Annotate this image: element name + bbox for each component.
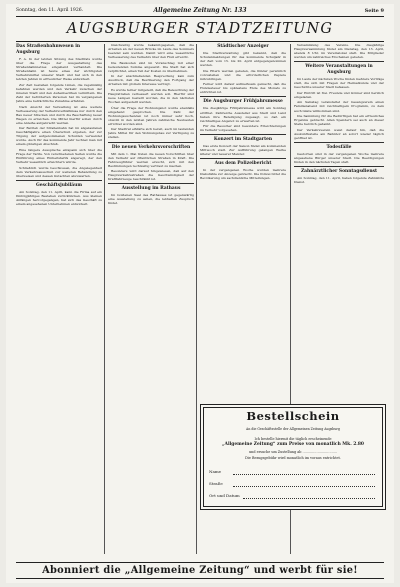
form-line: Ich bestelle hiermit die täglich erscheinende — [254, 437, 332, 441]
column-2 — [108, 43, 194, 555]
form-title: Bestellschein — [246, 409, 340, 423]
form-line: und ersuche um Zustellung ab ................................ — [248, 450, 337, 454]
article-headline: Die neuen Verkehrsvorschriften — [111, 144, 191, 150]
article-headline: Ausstellung im Rathaus — [121, 186, 181, 192]
name-field[interactable] — [233, 474, 375, 475]
column-1 — [16, 43, 102, 555]
article-paragraph: Am Samstag veranstaltet der Gesangverein einen Familienabend mit reichhaltigem Programm, zu dem auch Gäste willkommen sind. — [294, 100, 384, 113]
article-paragraph: Am Sonntag, den 11. April, haben folgende Zahnärzte Dienst. — [294, 175, 384, 185]
article-paragraph: Über die Frage der Wohnungsnot wurde ebenfalls eingehend gesprochen. Die Zahl der Wohnungssuchenden ist noch immer sehr hoch, obwohl in den letzten Jahren zahlreiche Neubauten errichtet worden sind. — [108, 105, 194, 126]
article-headline: Weitere Veranstaltungen in Augsburg — [305, 64, 373, 76]
place-field-label: Ort und Datum — [209, 493, 240, 498]
article-paragraph: Zur Zeit bestehen folgende Linien, die regelmäßig befahren werden und den Verkehr zwischen der inneren Stadt und den Außenbezirken vermitteln. Die Zahl der beförderten Personen hat im vergangenen Jahre eine beträchtliche Zunahme erfahren. — [16, 82, 102, 103]
article-headline: Konzert im Stadtgarten — [213, 137, 273, 143]
divider — [200, 158, 286, 159]
article-paragraph: Versammlung des Vereins. Die diesjährige Hauptversammlung findet am Dienstag, den 13. April, abends 8 Uhr, im Vereinslokal statt. Die Mitglieder werden um zahlreiches Erscheinen gebeten. — [294, 43, 384, 60]
place-field[interactable] — [243, 498, 375, 499]
article-paragraph: In der vergangenen Woche wurden mehrere Diebstähle zur Anzeige gebracht. Die Polizei bittet die Bevölkerung um sachdienliche Mitteilungen. — [200, 168, 286, 181]
article-paragraph: In der anschließenden Besprechung kam zum Ausdruck, daß die Bevölkerung den Fortgang der Arbeiten mit großem Interesse verfolgt. — [108, 74, 194, 87]
article-paragraph: Besonders wird darauf hingewiesen, daß auf den Hauptverkehrsstraßen die Geschwindigkeit der Kraftfahrzeuge beschränkt ist. — [108, 169, 194, 182]
name-field-label: Name — [209, 469, 222, 474]
running-head — [16, 6, 384, 17]
section-masthead: AUGSBURGER STADTZEITUNG — [16, 17, 384, 42]
article-paragraph: Die Eltern werden gebeten, die Kinder persönlich vorzustellen und die erforderlichen Papiere mitzubringen. — [200, 68, 286, 81]
article-paragraph: Gestorben sind in der vergangenen Woche mehrere angesehene Bürger unserer Stadt. Die Beerdigungen finden in den nächsten Tagen statt. — [294, 151, 384, 164]
article-paragraph: Mit dem 1. Mai treten die neuen Vorschriften über den Verkehr auf öffentlichen Straßen in Kraft. Die Fahrzeugführer werden ersucht, sich mit den Bestimmungen rechtzeitig vertraut zu machen. — [108, 151, 194, 168]
article-paragraph: Im Goldenen Saal des Rathauses ist gegenwärtig eine Ausstellung zu sehen, die lebhaften Zuspruch findet. — [108, 193, 194, 206]
article-paragraph: Ferner wird darauf aufmerksam gemacht, daß die Hundesteuer bis spätestens Ende des Monats zu entrichten ist. — [200, 82, 286, 95]
article-paragraph: Das erste Konzert der Saison findet am kommenden Mittwoch statt. Zur Aufführung gelangen Werke älterer und neuerer Meister. — [200, 144, 286, 157]
article-paragraph: Der Stadtrat erklärte sich bereit, auch im laufenden Jahre Mittel für den Wohnungsbau zur Verfügung zu stellen. — [108, 127, 194, 140]
divider — [16, 180, 102, 181]
article-paragraph: Die Sammlung für die Bedürftigen hat ein erfreuliches Ergebnis gebracht. Allen Spendern sei auch an dieser Stelle herzlich gedankt. — [294, 114, 384, 127]
article-paragraph: Am Sonntag, den 11. April, kann die Firma auf ein fünfzigjähriges Bestehen zurückblicken. Aus kleinen Anfängen hervorgegangen, hat sich das Geschäft zu einem angesehenen Unternehmen entwickelt. — [16, 189, 102, 206]
article-paragraph: Der Verkehrsverein weist darauf hin, daß die Auskunftsstelle am Bahnhof ab sofort wieder täglich geöffnet ist. — [294, 127, 384, 140]
newspaper-page — [6, 4, 394, 583]
column-rule — [104, 44, 105, 554]
page-number: Seite 9 — [364, 8, 384, 14]
divider — [108, 142, 194, 143]
article-paragraph: Die diesjährige Frühjahrsmesse wird am Sonntag eröffnet. Zahlreiche Aussteller aus Stadt und Land haben ihre Beteiligung zugesagt, so daß ein reichhaltiges Angebot zu erwarten ist. — [200, 106, 286, 123]
column-3 — [200, 43, 286, 401]
street-field[interactable] — [233, 486, 375, 487]
article-headline: Das Straßenbahnwesen in Augsburg — [16, 44, 81, 55]
divider — [294, 166, 384, 167]
article-headline: Geschäftsjubiläum — [36, 182, 82, 188]
column-rule — [196, 44, 197, 554]
article-paragraph: Es wurde ferner mitgeteilt, daß die Beleuchtung der Hauptstraßen verbessert werden soll. Hierfür sind neue Lampen bestellt worden, die in den nächsten Wochen aufgestellt werden. — [108, 87, 194, 105]
article-paragraph: Für die Besucher sind besondere Erleichterungen im Verkehr vorgesehen. — [200, 124, 286, 133]
divider — [108, 183, 194, 184]
article-headline: Städtischer Anzeiger — [217, 44, 269, 49]
form-line: „Allgemeine Zeitung“ zum Preise von monatlich Mk. 2.80 — [222, 442, 364, 447]
article-paragraph: F. A. In der letzten Sitzung des Stadtrats wurde über die Frage der Ausgestaltung des Straßenbahnnetzes eingehend verhandelt. Die Straßenbahn ist heute eines der wichtigsten Verkehrsmittel unserer Stadt und hat sich in den letzten Jahren in erfreulicher Weise entwickelt. — [16, 57, 102, 82]
divider — [200, 96, 286, 97]
article-headline: Die Augsburger Frühjahrsmesse — [203, 99, 283, 105]
divider — [294, 142, 384, 143]
article-headline: Aus dem Polizeibericht — [214, 161, 272, 167]
column-4 — [294, 43, 384, 401]
article-paragraph: Der Eintritt ist frei. Freunde und Gönner sind herzlich eingeladen. — [294, 90, 384, 99]
article-paragraph: Schließlich wurde beschlossen, die Angelegenheit dem Verkehrsausschuß zur weiteren Behandlung zu überweisen und dessen Gutachten abzuwarten. — [16, 165, 102, 178]
article-headline: Zahnärztlicher Sonntagsdienst — [300, 168, 378, 174]
article-headline: Todesfälle — [326, 144, 352, 150]
article-paragraph: Eine längere Aussprache entspann sich über die Frage der Tarife. Von verschiedenen Seiten wurde die Einführung eines Einheitstarifs angeregt, der den Verkehr wesentlich erleichtern würde. — [16, 147, 102, 165]
article-paragraph: Im Laufe der nächsten Woche finden mehrere Vorträge statt, die sich mit Fragen der Heimatkunde und der Geschichte unserer Stadt befassen. — [294, 77, 384, 90]
street-field-label: Straße — [209, 481, 223, 486]
article-paragraph: Die Stadtverwaltung gibt bekannt, daß die Schulanmeldungen für das kommende Schuljahr in der Zeit vom 15. bis 20. April entgegengenommen werden. — [200, 51, 286, 68]
form-line: Die Bezugsgebühr wird monatlich im voraus entrichtet. — [245, 456, 341, 460]
subscription-order-form — [200, 404, 386, 510]
article-paragraph: Die Baukosten sind im Voranschlag mit einer bedeutenden Summe angesetzt. Die Stadt hat sich verpflichtet, einen Teil der Kosten zu übernehmen. — [108, 60, 194, 73]
divider — [200, 134, 286, 135]
divider — [294, 61, 384, 62]
article-paragraph: Der Betrieb der Straßenbahn hat im abgelaufenen Geschäftsjahre einen Überschuß ergeben, der zur Tilgung der aufgenommenen Schulden verwendet wurde. Auch für das kommende Jahr rechnet man mit einem günstigen Abschluß. — [16, 126, 102, 147]
footer-slogan: Abonniert die „Allgemeine Zeitung“ und werbt für sie! — [16, 562, 384, 579]
form-line: An die Geschäftsstelle der Allgemeinen Zeitung Augsburg — [246, 427, 340, 431]
article-paragraph: Gleichzeitig wurde bekanntgegeben, daß die Arbeiten an der neuen Brücke im Laufe des Sommers beendet sein werden. Damit wird eine wesentliche Verbesserung des Verkehrs über den Fluß erreicht. — [108, 43, 194, 60]
article-paragraph: Nach Ansicht der Verwaltung ist eine weitere Verbesserung der Verkehrsverhältnisse nur durch den Bau neuer Strecken und durch die Beschaffung neuer Wagen zu erreichen. Die Mittel hierfür sollen durch eine Anleihe aufgebracht werden. — [16, 104, 102, 125]
issue-date: Sonntag, den 11. April 1926. — [16, 8, 84, 13]
paper-name: Allgemeine Zeitung Nr. 133 — [153, 7, 247, 14]
